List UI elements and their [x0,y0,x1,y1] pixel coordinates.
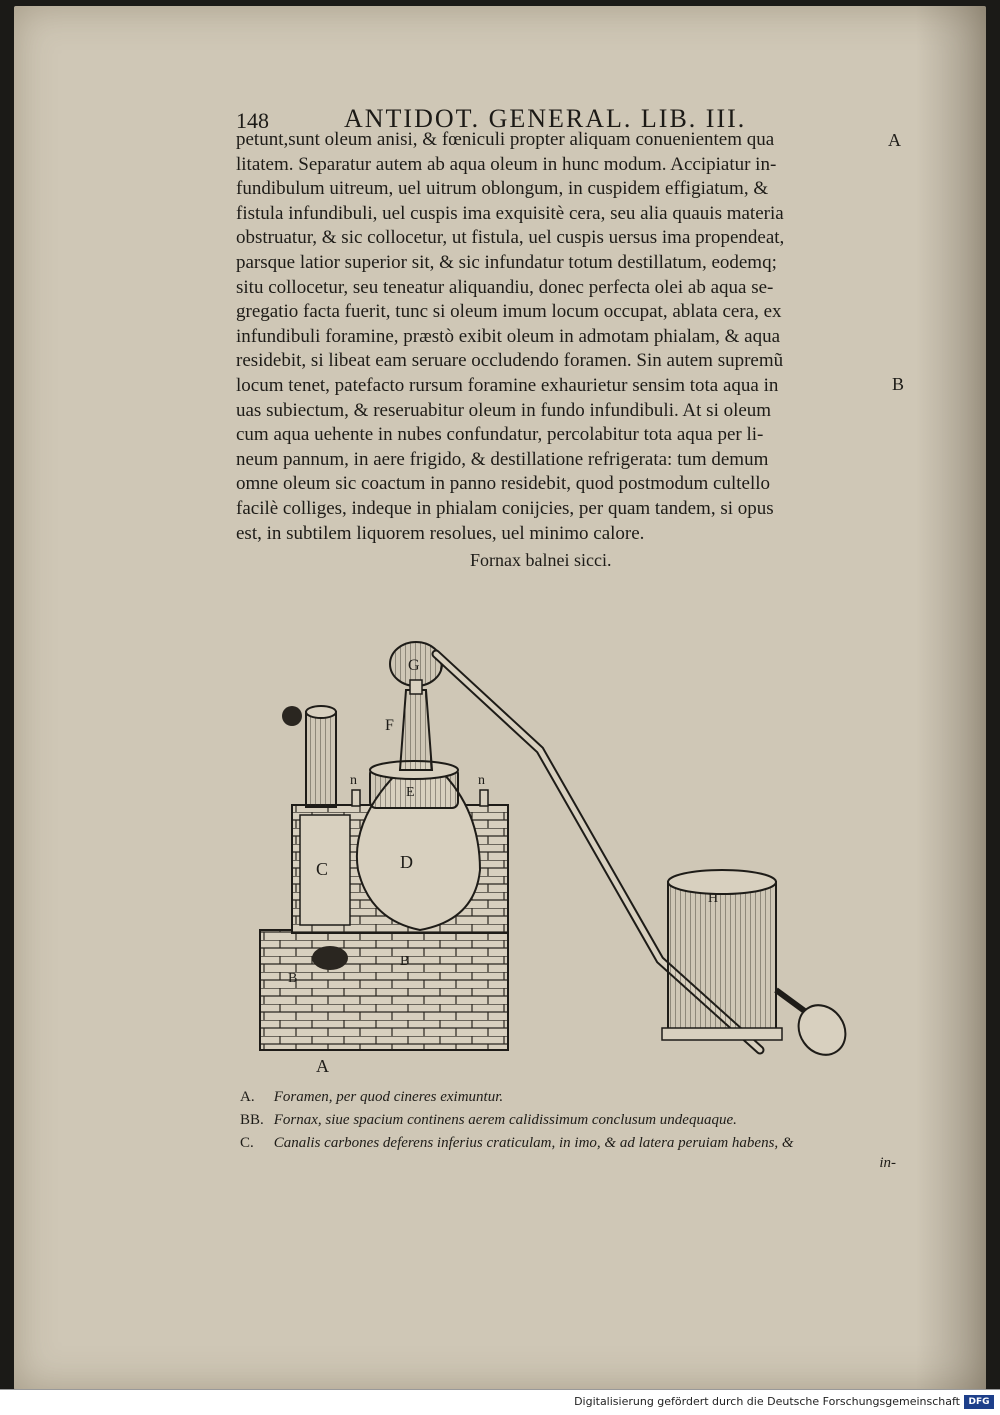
margin-note-a: A [888,130,901,150]
body-line: omne oleum sic coactum in panno residebit, quod postmodum cultello [236,473,771,495]
body-line: cum aqua uehente in nubes confundatur, percolabitur tota aqua per li- [236,424,764,446]
ash-hole [312,946,348,970]
body-line: situ collocetur, seu teneatur aliquandiu, donec perfecta olei ab aqua se- [236,276,774,298]
label-h: H [708,891,719,906]
label-n-right: n [478,773,485,788]
label-b-left: B [288,971,298,986]
legend-text: Canalis carbones deferens inferius craticulam, in imo, & ad latera peruiam habens, & [273,1135,794,1151]
label-b-right: B [400,954,410,969]
label-n-left: n [350,773,357,788]
body-line: locum tenet, patefacto rursum foramine exhaurietur sensim tota aqua in [236,374,779,396]
body-line: obstruatur, & sic collocetur, ut fistula, uel cuspis uersus ima propendeat, [236,227,785,249]
body-line: fistula infundibuli, uel cuspis ima exquisitè cera, seu alia quauis materia [236,202,784,224]
body-line: petunt,sunt oleum anisi, & fœniculi propter aliquam conuenientem qua [236,129,775,150]
label-c: C [316,859,329,879]
dfg-logo: DFG [964,1395,994,1409]
legend-text: Foramen, per quod cineres eximuntur. [273,1089,504,1105]
chimney-tube [306,712,336,807]
body-line: gregatio facta fuerit, tunc si oleum imum locum occupat, ablata cera, ex [236,301,782,323]
label-d: D [400,852,413,872]
body-line: est, in subtilem liquorem resolues, uel minimo calore. [236,522,645,544]
legend-key: BB. [240,1112,264,1128]
legend-row [240,1109,900,1132]
page-number: 148 [236,108,269,133]
body-line: fundibulum uitreum, uel uitrum oblongum, in cuspidem effigiatum, & [236,178,769,200]
running-title: ANTIDOT. GENERAL. LIB. III. [344,104,747,133]
label-f: F [385,717,394,734]
chimney-lid [282,706,302,726]
label-e: E [406,785,415,800]
body-line: facilè colliges, indeque in phialam conijcies, per quam tandem, si opus [236,497,774,519]
digitization-footer [0,1389,1000,1415]
body-line: uas subiectum, & reseruabitur oleum in fundo infundibuli. At si oleum [236,399,772,421]
legend-key: C. [240,1135,254,1151]
furnace-base [260,930,508,1050]
funding-credit: Digitalisierung gefördert durch die Deutsche Forschungsgemeinschaft [574,1395,960,1408]
body-line: litatem. Separatur autem ab aqua oleum in hunc modum. Accipiatur in- [236,153,777,175]
body-line: residebit, si libeat eam seruare occludendo foramen. Sin autem supremũ [236,350,784,372]
cooling-vessel [668,882,776,1037]
label-a: A [316,1056,329,1076]
legend-text: Fornax, siue spacium continens aerem calidissimum conclusum undequaque. [273,1112,737,1128]
body-text [236,128,896,546]
margin-note-b: B [892,374,905,394]
figure-legend [240,1086,900,1171]
legend-continuation: in- [879,1155,896,1171]
furnace-woodcut [240,620,900,1080]
legend-row [240,1132,900,1155]
figure-title: Fornax balnei sicci. [470,550,612,570]
label-g: G [408,657,420,674]
legend-key: A. [240,1089,255,1105]
body-line: parsque latior superior sit, & sic infundatur totum destillatum, eodemq; [236,251,777,273]
flask-neck [400,690,432,770]
body-line: neum pannum, in aere frigido, & destillatione refrigerata: tum demum [236,448,769,470]
furnace-illustration [240,620,900,1080]
body-line: infundibuli foramine, præstò exibit oleum in admotam phialam, & aqua [236,325,781,347]
legend-row [240,1086,900,1109]
